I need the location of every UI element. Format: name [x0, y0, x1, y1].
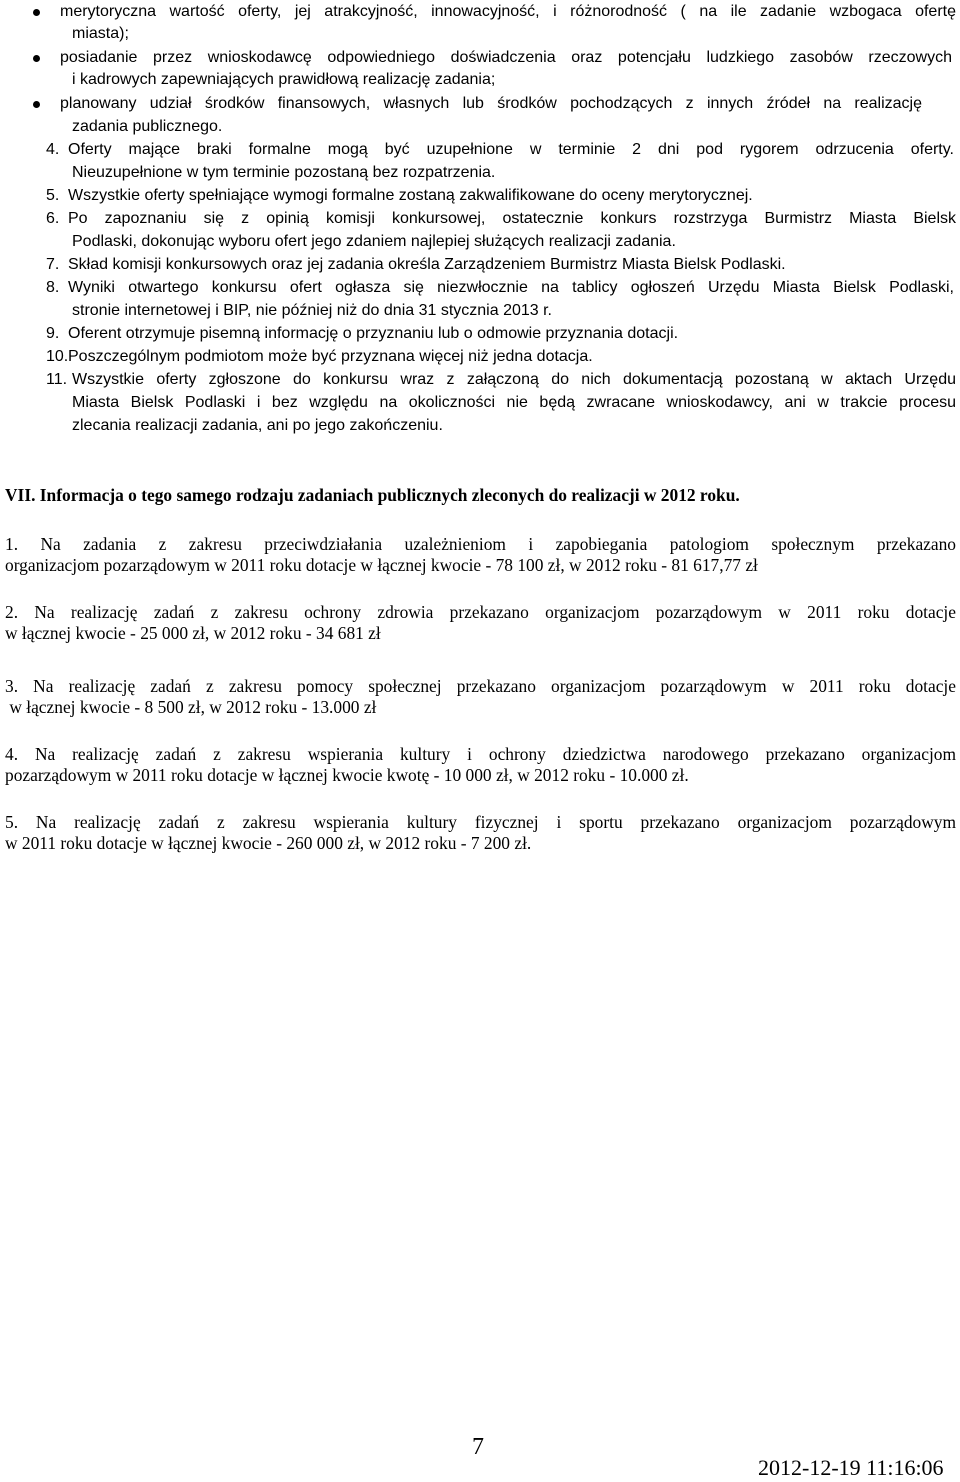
bullet-item-line: miasta); [72, 25, 129, 42]
rule-text-line: Poszczególnym podmiotom może być przyznana więcej niż jedna dotacja. [68, 348, 593, 365]
rule-text-line: Wszystkie oferty spełniające wymogi formalne zostaną zakwalifikowane do oceny merytorycznej. [68, 187, 753, 204]
bullet-item-line: i kadrowych zapewniających prawidłową realizację zadania; [72, 71, 496, 88]
rule-number: 9. [46, 325, 60, 342]
bullet-item-line: zadania publicznego. [72, 118, 223, 135]
rule-number: 4. [46, 141, 60, 158]
bullet-item-line: posiadanie przez wnioskodawcę odpowiedniego doświadczenia oraz potencjału ludzkiego zasobów rzeczowych [60, 49, 952, 66]
bullet-item-line: merytoryczna wartość oferty, jej atrakcyjność, innowacyjność, i różnorodność ( na ile zadanie wzbogaca ofertę [60, 3, 956, 20]
rule-text-line: stronie internetowej i BIP, nie później niż do dnia 31 stycznia 2013 r. [72, 302, 552, 319]
rule-number: 7. [46, 256, 60, 273]
rule-text-line: Oferent otrzymuje pisemną informację o przyznaniu lub o odmowie przyznania dotacji. [68, 325, 679, 342]
rule-text-line: Po zapoznaniu się z opinią komisji konkursowej, ostatecznie konkurs rozstrzyga Burmistrz Miasta Bielsk [68, 210, 956, 227]
rule-number: 11. [46, 371, 68, 388]
bullet-dot [33, 101, 40, 108]
rule-number: 5. [46, 187, 60, 204]
paragraph-line: w 2011 roku dotacje w łącznej kwocie - 260 000 zł, w 2012 roku - 7 200 zł. [5, 833, 532, 853]
rule-text-line: Wszystkie oferty zgłoszone do konkursu wraz z załączoną do nich dokumentacją pozostaną w aktach Urzędu [72, 371, 956, 388]
paragraph-line: organizacjom pozarządowym w 2011 roku dotacje w łącznej kwocie - 78 100 zł, w 2012 roku - 81 617,77 zł [5, 555, 758, 575]
bullet-dot [33, 55, 40, 62]
paragraph-line: 5. Na realizację zadań z zakresu wspierania kultury fizycznej i sportu przekazano organizacjom pozarządowym [5, 812, 956, 832]
section-heading: VII. Informacja o tego samego rodzaju zadaniach publicznych zleconych do realizacji w 2012 roku. [5, 485, 740, 505]
footer-timestamp: 2012-12-19 11:16:06 [758, 1455, 944, 1480]
paragraph-line: pozarządowym w 2011 roku dotacje w łącznej kwocie kwotę - 10 000 zł, w 2012 roku - 10.000 zł. [5, 765, 689, 785]
paragraph-line: 4. Na realizację zadań z zakresu wspierania kultury i ochrony dziedzictwa narodowego przekazano organizacjom [5, 744, 956, 764]
paragraph-line: 3. Na realizację zadań z zakresu pomocy społecznej przekazano organizacjom pozarządowym w 2011 roku dotacje [5, 676, 956, 696]
paragraph-line: 2. Na realizację zadań z zakresu ochrony zdrowia przekazano organizacjom pozarządowym w 2011 roku dotacje [5, 602, 956, 622]
rule-text-line: Nieuzupełnione w tym terminie pozostaną bez rozpatrzenia. [72, 164, 496, 181]
rule-text-line: Wyniki otwartego konkursu ofert ogłasza się niezwłocznie na tablicy ogłoszeń Urzędu Miasta Bielsk Podlaski, [68, 279, 954, 296]
paragraph-line: w łącznej kwocie - 25 000 zł, w 2012 roku - 34 681 zł [5, 623, 381, 643]
rule-text-line: zlecania realizacji zadania, ani po jego zakończeniu. [72, 417, 443, 434]
bullet-dot [33, 9, 40, 16]
rule-text-line: Skład komisji konkursowych oraz jej zadania określa Zarządzeniem Burmistrz Miasta Bielsk Podlaski. [68, 256, 786, 273]
rule-number: 6. [46, 210, 60, 227]
rule-text-line: Podlaski, dokonując wyboru ofert jego zdaniem najlepiej służących realizacji zadania. [72, 233, 676, 250]
paragraph-line: 1. Na zadania z zakresu przeciwdziałania uzależnieniom i zapobiegania patologiom społecznym przekazano [5, 534, 956, 554]
rule-text-line: Miasta Bielsk Podlaski i bez względu na okoliczności nie będą zwracane wnioskodawcy, ani w trakcie procesu [72, 394, 956, 411]
rule-text-line: Oferty mające braki formalne mogą być uzupełnione w terminie 2 dni pod rygorem odrzucenia oferty. [68, 141, 954, 158]
paragraph-line: w łącznej kwocie - 8 500 zł, w 2012 roku - 13.000 zł [5, 697, 377, 717]
bullet-item-line: planowany udział środków finansowych, własnych lub środków pochodzących z innych źródeł na realizację [60, 95, 922, 112]
rule-number: 8. [46, 279, 60, 296]
rule-number: 10. [46, 348, 69, 365]
page-number: 7 [472, 1434, 484, 1460]
